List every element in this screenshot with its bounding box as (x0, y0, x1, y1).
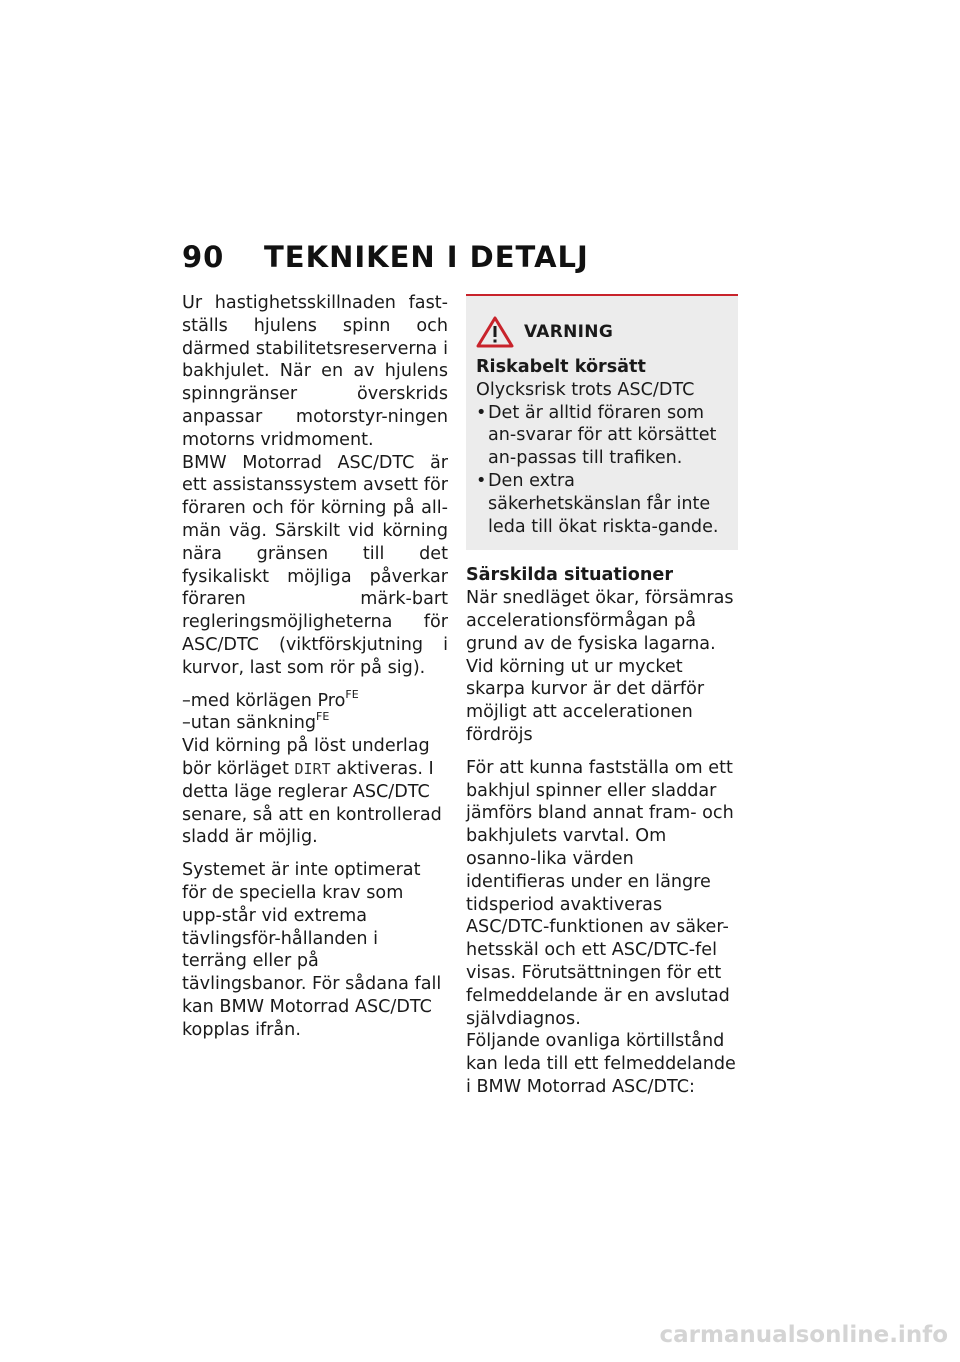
list-item: • Det är alltid föraren som an-svarar för att körsättet an-passas till trafiken. (476, 402, 728, 470)
page-header (182, 240, 589, 274)
right-column (466, 294, 738, 1109)
condition-lowering: –utan sänkning$^{FE}$ (182, 710, 330, 734)
fe-marker: FE (345, 687, 359, 701)
warning-box (466, 294, 738, 550)
right-paragraph-1: När snedläget ökar, försämras accelerationsförmågan på grund av de fysiska lagarna. Vid körning ut ur mycket skarpa kurvor är det därför möjligt att accelerationen fördröjs (466, 588, 734, 745)
watermark: carmanualsonline.info (659, 1322, 948, 1348)
warning-subtitle: Riskabelt körsätt (476, 357, 646, 377)
page-title: TEKNIKEN I DETALJ (264, 240, 589, 274)
right-paragraph-3: Följande ovanliga körtillstånd kan leda till ett felmeddelande i BMW Motorrad ASC/DTC: (466, 1031, 736, 1097)
left-paragraph-3: Vid körning på löst underlag bör körläget DIRT aktiveras. I detta läge reglerar ASC/DTC senare, så att en kontrollerad sladd är möjlig. (182, 736, 442, 848)
mode-dirt: DIRT (294, 759, 331, 778)
condition-pro: –med körlägen Pro$^{FE}$ (182, 687, 359, 711)
warning-list (476, 402, 728, 539)
left-paragraph-2: BMW Motorrad ASC/DTC är ett assistanssystem avsett för föraren och för körning på all-män väg. Särskilt vid körning nära gränsen till det fysikaliskt möjliga påverkar föraren märk-bart regleringsmöjligheterna för ASC/DTC (viktförskjutning i kurvor, last som rör på sig). (182, 452, 448, 678)
warning-header (476, 316, 728, 348)
warning-title: VARNING (524, 321, 614, 342)
left-paragraph-4: Systemet är inte optimerat för de speciella krav som upp-står vid extrema tävlingsför-hållanden i terräng eller på tävlingsbanor. För sådana fall kan BMW Motorrad ASC/DTC kopplas ifrån. (182, 860, 442, 1040)
page-number: 90 (182, 240, 225, 274)
left-paragraph-1: Ur hastighetsskillnaden fast-ställs hjulens spinn och därmed stabilitetsreserverna i bakhjulet. När en av hjulens spinngränser överskrids anpassar motorstyr-ningen motorns vridmoment. (182, 293, 448, 450)
section-heading: Särskilda situationer (466, 565, 674, 586)
left-column (182, 292, 448, 1052)
list-item: • Den extra säkerhetskänslan får inte leda till ökat riskta-gande. (476, 470, 728, 538)
warning-triangle-icon (476, 316, 514, 348)
fe-marker: FE (316, 710, 330, 724)
warning-line: Olycksrisk trots ASC/DTC (476, 379, 695, 400)
right-paragraph-2: För att kunna fastställa om ett bakhjul spinner eller sladdar jämförs bland annat fram- och bakhjulets varvtal. Om osanno-lika värden identifieras under en längre tidsperiod avaktiveras ASC/DTC-funktionen av säker-hetsskäl och ett ASC/DTC-fel visas. Förutsättningen för ett felmeddelande är en avslutad självdiagnos. (466, 757, 734, 1029)
